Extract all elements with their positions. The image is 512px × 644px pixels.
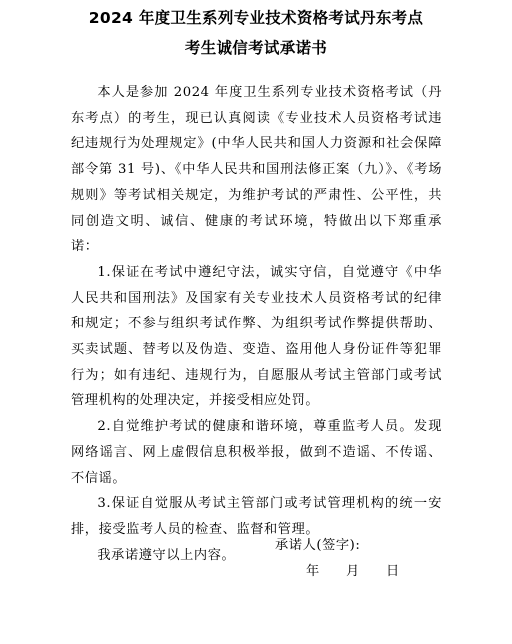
date-day-label: 日 [386, 564, 400, 579]
pledge-item-3: 3.保证自觉服从考试主管部门或考试管理机构的统一安排，接受监考人员的检查、监督和管理。 [71, 496, 442, 537]
signature-date [306, 562, 400, 582]
signature-label: 承诺人(签字): [275, 538, 361, 553]
intro-paragraph: 本人是参加 2024 年度卫生系列专业技术资格考试（丹东考点）的考生，现已认真阅读《专业技术人员资格考试违纪违规行为处理规定》(中华人民共和国人力资源和社会保障部令第 31 号)、《中华人民共和国刑法修正案（九）》、《考场规则》等考试相关规定，为维护考试的严肃性、公平性，共同创造文明、诚信、健康的考试环境，特做出以下郑重承诺： [71, 85, 442, 255]
pledge-item-2: 2.自觉维护考试的健康和谐环境，尊重监考人员。发现网络谣言、网上虚假信息积极举报，做到不造谣、不传谣、不信谣。 [71, 419, 442, 486]
document-title-line-2: 考生诚信考试承诺书 [184, 39, 328, 57]
document-body [71, 80, 442, 568]
date-year-label: 年 [306, 564, 320, 579]
closing-statement: 我承诺遵守以上内容。 [97, 547, 236, 563]
date-month-label: 月 [346, 564, 360, 579]
pledge-item-1: 1.保证在考试中遵纪守法，诚实守信，自觉遵守《中华人民共和国刑法》及国家有关专业技术人员资格考试的纪律和规定；不参与组织考试作弊、为组织考试作弊提供帮助、买卖试题、替考以及伪造、变造、盗用他人身份证件等犯罪行为；如有违纪、违规行为，自愿服从考试主管部门或考试管理机构的处理决定，并接受相应处罚。 [71, 264, 442, 409]
document-title-line-1: 2024 年度卫生系列专业技术资格考试丹东考点 [88, 9, 424, 27]
